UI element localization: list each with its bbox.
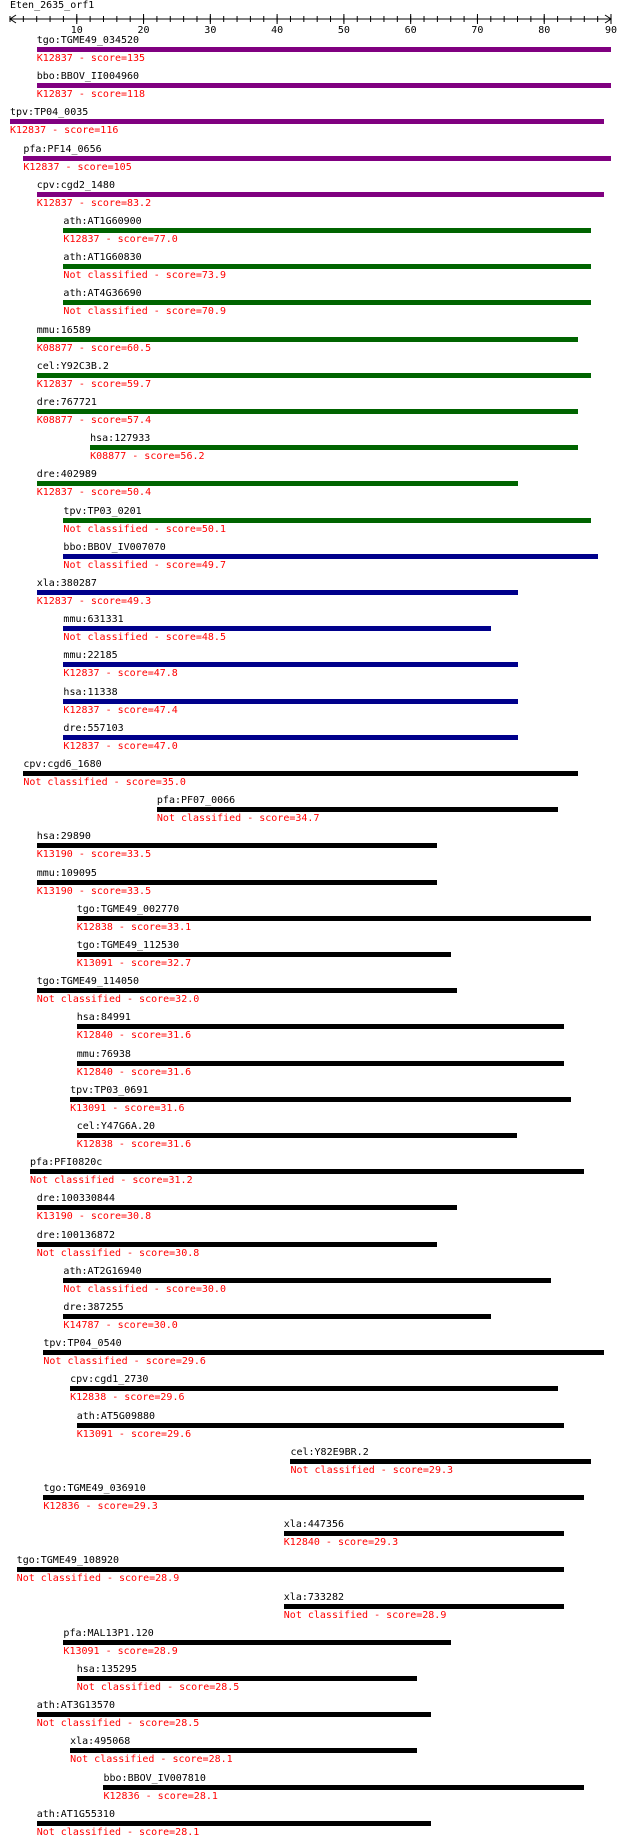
- hit-score-label: Not classified - score=31.2: [30, 1175, 193, 1187]
- hit-bar[interactable]: [63, 1640, 450, 1645]
- hit-bar[interactable]: [70, 1097, 571, 1102]
- hit-bar[interactable]: [10, 119, 604, 124]
- hit-name[interactable]: xla:380287: [36, 578, 97, 589]
- hit-score-label: K12837 - score=47.4: [63, 704, 178, 716]
- axis-tick-label: 30: [204, 25, 217, 36]
- hit-name[interactable]: tgo:TGME49_112530: [76, 940, 180, 951]
- hit-score-label: K13091 - score=32.7: [76, 958, 192, 969]
- hit-bar[interactable]: [37, 409, 578, 414]
- hit-name[interactable]: bbo:BBOV_II004960: [36, 71, 140, 83]
- hit-score-label: K13190 - score=33.5: [36, 849, 152, 861]
- hit-name[interactable]: mmu:16589: [36, 324, 91, 336]
- hit-bar[interactable]: [37, 1242, 438, 1247]
- hit-bar[interactable]: [23, 771, 577, 776]
- hit-score-label: K12837 - score=49.3: [36, 596, 152, 607]
- hit-score-label: K12837 - score=118: [36, 89, 146, 101]
- hit-name[interactable]: pfa:PF14_0656: [23, 143, 102, 155]
- hit-bar[interactable]: [37, 83, 611, 88]
- hit-name[interactable]: hsa:11338: [63, 686, 118, 698]
- hit-bar[interactable]: [284, 1604, 564, 1609]
- hit-bar[interactable]: [37, 47, 611, 52]
- axis-tick-label: 50: [337, 25, 350, 36]
- axis-tick-label: 70: [471, 25, 484, 36]
- hit-name[interactable]: ath:AT1G60830: [63, 252, 142, 264]
- hit-bar[interactable]: [43, 1495, 584, 1500]
- hit-score-label: K12837 - score=83.2: [36, 197, 152, 209]
- hit-name[interactable]: ath:AT3G13570: [36, 1700, 115, 1712]
- hit-score-label: K12840 - score=31.6: [76, 1030, 192, 1042]
- hit-score-label: Not classified - score=28.1: [70, 1754, 233, 1766]
- hit-bar[interactable]: [70, 1386, 557, 1391]
- hit-name[interactable]: tpv:TP03_0201: [63, 505, 142, 517]
- hit-score-label: K12840 - score=29.3: [283, 1537, 399, 1549]
- axis-tick-label: 90: [604, 25, 618, 36]
- hit-score-label: K12837 - score=59.7: [36, 378, 152, 390]
- hit-bar[interactable]: [77, 1676, 418, 1681]
- hit-name[interactable]: cpv:cgd6_1680: [23, 759, 102, 770]
- hit-name[interactable]: tgo:TGME49_002770: [76, 903, 180, 915]
- hit-name[interactable]: dre:387255: [63, 1302, 124, 1313]
- hit-score-label: K12840 - score=31.6: [76, 1066, 192, 1078]
- hit-bar[interactable]: [43, 1350, 604, 1355]
- hit-name[interactable]: pfa:MAL13P1.120: [63, 1627, 154, 1639]
- hit-bar[interactable]: [63, 1278, 550, 1283]
- hit-bar[interactable]: [77, 952, 451, 957]
- hit-score-label: Not classified - score=30.8: [36, 1247, 200, 1259]
- hit-score-label: K13190 - score=33.5: [36, 885, 152, 897]
- hit-name[interactable]: cel:Y47G6A.20: [76, 1121, 156, 1132]
- hit-score-label: K13091 - score=29.6: [76, 1428, 192, 1440]
- hit-bar[interactable]: [37, 481, 518, 486]
- axis-tick-label: 40: [271, 25, 284, 36]
- hit-score-label: K12838 - score=29.6: [70, 1392, 185, 1404]
- hit-score-label: K12837 - score=105: [23, 161, 132, 173]
- hit-name[interactable]: cel:Y92C3B.2: [36, 360, 109, 372]
- hit-bar[interactable]: [23, 156, 611, 161]
- hit-name[interactable]: dre:557103: [63, 722, 124, 734]
- hit-name[interactable]: bbo:BBOV_IV007070: [63, 541, 166, 553]
- hit-name[interactable]: bbo:BBOV_IV007810: [103, 1772, 206, 1784]
- hit-score-label: K13091 - score=28.9: [63, 1645, 178, 1657]
- hit-bar[interactable]: [63, 662, 517, 667]
- hit-name[interactable]: xla:447356: [283, 1519, 344, 1531]
- hit-score-label: K12836 - score=28.1: [103, 1790, 218, 1802]
- hit-bar[interactable]: [77, 1423, 564, 1428]
- hit-bar[interactable]: [63, 264, 591, 269]
- hit-score-label: K13190 - score=30.8: [36, 1211, 152, 1223]
- hit-score-label: K12837 - score=47.0: [63, 740, 178, 752]
- hit-score-label: Not classified - score=30.0: [63, 1283, 226, 1295]
- hit-score-label: K12837 - score=77.0: [63, 234, 178, 245]
- hit-score-label: Not classified - score=32.0: [36, 994, 200, 1006]
- hit-score-label: Not classified - score=28.5: [76, 1682, 240, 1693]
- hit-score-label: Not classified - score=28.1: [36, 1826, 200, 1838]
- hit-name[interactable]: ath:AT1G60900: [63, 216, 142, 227]
- hit-bar[interactable]: [63, 228, 591, 233]
- hit-bar[interactable]: [63, 518, 591, 523]
- hit-bar[interactable]: [37, 337, 578, 342]
- hit-name[interactable]: tpv:TP04_0035: [10, 107, 89, 119]
- hit-bar[interactable]: [63, 300, 591, 305]
- hit-score-label: Not classified - score=48.5: [63, 632, 226, 644]
- hit-name[interactable]: dre:402989: [36, 469, 97, 481]
- hit-score-label: Not classified - score=29.6: [43, 1356, 206, 1368]
- hit-score-label: K12838 - score=33.1: [76, 921, 192, 933]
- hit-bar[interactable]: [63, 699, 517, 704]
- hit-score-label: K08877 - score=57.4: [36, 415, 152, 426]
- hit-name[interactable]: ath:AT4G36690: [63, 288, 142, 300]
- hit-bar[interactable]: [103, 1785, 584, 1790]
- hit-score-label: Not classified - score=73.9: [63, 270, 226, 282]
- hit-score-label: Not classified - score=49.7: [63, 559, 226, 571]
- hit-name[interactable]: mmu:631331: [63, 614, 124, 626]
- hit-bar[interactable]: [37, 880, 438, 885]
- hit-score-label: Not classified - score=34.7: [156, 813, 320, 825]
- hit-name[interactable]: cpv:cgd1_2730: [70, 1374, 149, 1386]
- hit-bar[interactable]: [90, 445, 577, 450]
- hit-name[interactable]: ath:AT5G09880: [76, 1410, 156, 1422]
- hit-name[interactable]: dre:767721: [36, 397, 97, 408]
- hit-score-label: K08877 - score=60.5: [36, 342, 152, 354]
- hit-bar[interactable]: [37, 1205, 458, 1210]
- hit-score-label: Not classified - score=28.9: [283, 1609, 447, 1621]
- hit-bar[interactable]: [290, 1459, 591, 1464]
- hit-bar[interactable]: [37, 843, 438, 848]
- hit-bar[interactable]: [17, 1567, 565, 1572]
- hit-bar[interactable]: [157, 807, 558, 812]
- hit-bar[interactable]: [63, 626, 490, 631]
- hit-score-label: K12837 - score=50.4: [36, 487, 152, 499]
- hit-name[interactable]: cel:Y82E9BR.2: [290, 1446, 369, 1458]
- hit-bar[interactable]: [63, 554, 597, 559]
- hit-bar[interactable]: [77, 1061, 564, 1066]
- hit-bar[interactable]: [37, 1712, 431, 1717]
- hit-name[interactable]: tgo:TGME49_036910: [43, 1483, 146, 1494]
- hit-name[interactable]: ath:AT2G16940: [63, 1265, 142, 1277]
- axis-tick-label: 10: [70, 25, 83, 36]
- hit-name[interactable]: xla:733282: [283, 1591, 344, 1603]
- hit-name[interactable]: dre:100330844: [36, 1193, 115, 1205]
- axis-tick-label: 20: [137, 25, 150, 36]
- hit-score-label: Not classified - score=35.0: [23, 777, 186, 788]
- hit-bar[interactable]: [37, 988, 458, 993]
- hit-bar[interactable]: [37, 590, 518, 595]
- hit-bar[interactable]: [37, 192, 605, 197]
- hit-name[interactable]: xla:495068: [70, 1736, 131, 1748]
- hit-name[interactable]: mmu:22185: [63, 650, 118, 662]
- hit-score-label: Not classified - score=28.5: [36, 1718, 200, 1730]
- hit-bar[interactable]: [77, 916, 591, 921]
- hit-name[interactable]: tgo:TGME49_114050: [36, 976, 140, 988]
- hit-name[interactable]: hsa:135295: [76, 1664, 137, 1675]
- hit-score-label: K13091 - score=31.6: [70, 1102, 185, 1114]
- hit-name[interactable]: pfa:PFI0820c: [30, 1157, 103, 1169]
- hit-name[interactable]: hsa:84991: [76, 1012, 131, 1024]
- hit-name[interactable]: hsa:127933: [90, 433, 151, 445]
- hit-score-label: K12838 - score=31.6: [76, 1139, 192, 1150]
- hit-score-label: K12836 - score=29.3: [43, 1501, 158, 1512]
- hit-score-label: Not classified - score=70.9: [63, 306, 226, 318]
- hit-score-label: K12837 - score=116: [10, 125, 119, 137]
- hit-name[interactable]: pfa:PF07_0066: [156, 795, 236, 807]
- hit-score-label: K12837 - score=135: [36, 53, 146, 64]
- hit-name[interactable]: tpv:TP04_0540: [43, 1338, 122, 1350]
- hit-name[interactable]: tgo:TGME49_108920: [16, 1555, 120, 1567]
- hit-score-label: Not classified - score=28.9: [16, 1573, 180, 1585]
- hit-name[interactable]: tpv:TP03_0691: [70, 1084, 149, 1096]
- axis-tick-label: 80: [538, 25, 551, 36]
- hit-name[interactable]: mmu:109095: [36, 867, 97, 879]
- hit-score-label: Not classified - score=29.3: [290, 1464, 454, 1476]
- hit-score-label: K12837 - score=47.8: [63, 668, 178, 680]
- hit-name[interactable]: cpv:cgd2_1480: [36, 179, 115, 191]
- hit-score-label: K08877 - score=56.2: [90, 451, 205, 463]
- axis-tick-label: 60: [404, 25, 417, 36]
- hit-bar[interactable]: [30, 1169, 584, 1174]
- hit-score-label: Not classified - score=50.1: [63, 523, 226, 535]
- hit-name[interactable]: mmu:76938: [76, 1048, 131, 1060]
- hit-bar[interactable]: [63, 735, 517, 740]
- hit-name[interactable]: tgo:TGME49_034520: [36, 35, 140, 46]
- hit-bar[interactable]: [284, 1531, 564, 1536]
- hit-bar[interactable]: [70, 1748, 417, 1753]
- hit-name[interactable]: ath:AT1G55310: [36, 1808, 115, 1820]
- hit-name[interactable]: dre:100136872: [36, 1229, 115, 1241]
- query-title: Eten_2635_orf1: [10, 0, 95, 11]
- hit-score-label: K14787 - score=30.0: [63, 1320, 178, 1331]
- hit-bar[interactable]: [37, 1821, 431, 1826]
- hit-bar[interactable]: [63, 1314, 490, 1319]
- hit-bar[interactable]: [37, 373, 591, 378]
- hit-bar[interactable]: [77, 1133, 518, 1138]
- hit-name[interactable]: hsa:29890: [36, 831, 91, 843]
- hit-bar[interactable]: [77, 1024, 564, 1029]
